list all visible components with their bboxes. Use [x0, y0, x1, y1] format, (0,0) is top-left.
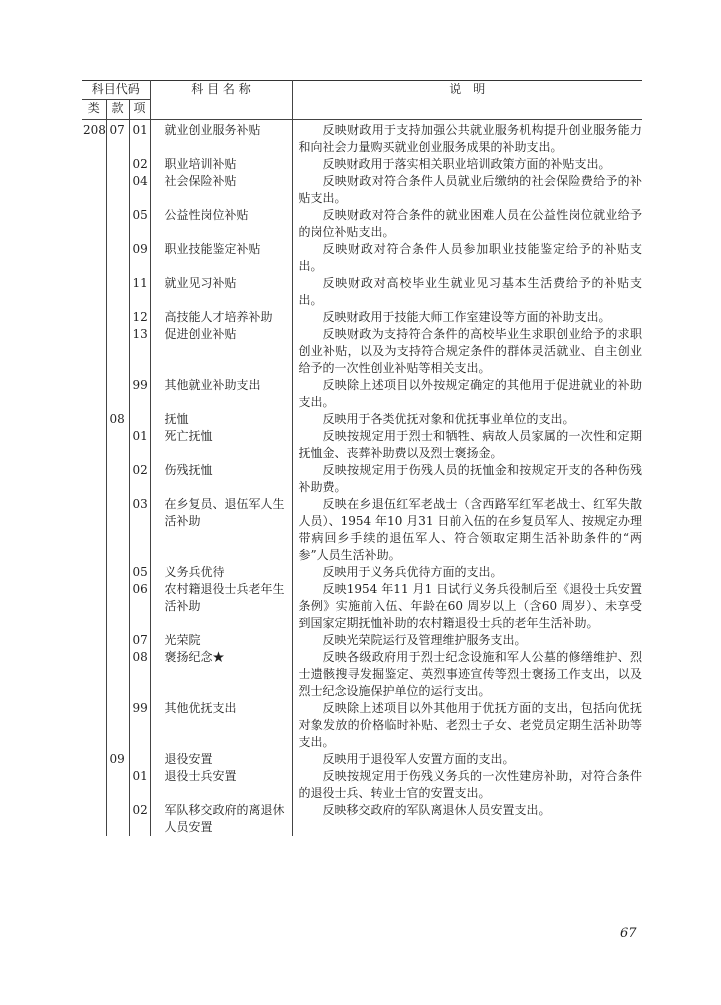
subject-kuan-code [106, 377, 129, 411]
subject-kuan-code [106, 428, 129, 462]
table-row [82, 802, 642, 836]
subject-kuan-code [106, 326, 129, 377]
subject-lei-code [82, 632, 106, 649]
subject-kuan-code: 08 [106, 411, 129, 428]
subject-xiang-code: 07 [129, 632, 150, 649]
subject-name: 死亡抚恤 [150, 428, 292, 462]
subject-kuan-code [106, 581, 129, 632]
table-row [82, 632, 642, 649]
subject-description: 反映用于退役军人安置方面的支出。 [322, 752, 515, 766]
subject-description: 反映除上述项目以外按规定确定的其他用于促进就业的补助支出。 [298, 378, 642, 409]
subject-kuan-code [106, 173, 129, 207]
table-row [82, 649, 642, 700]
subject-description: 反映按规定用于烈士和牺牲、病故人员家属的一次性和定期抚恤金、丧葬补助费以及烈士褒扬金。 [298, 429, 642, 460]
subject-xiang-code: 03 [129, 496, 150, 564]
table-row [82, 377, 642, 411]
subject-description: 反映光荣院运行及管理维护服务支出。 [322, 633, 527, 647]
subject-name: 职业技能鉴定补贴 [150, 241, 292, 275]
table-row [82, 156, 642, 173]
subject-lei-code [82, 156, 106, 173]
subject-xiang-code: 02 [129, 462, 150, 496]
subject-xiang-code: 99 [129, 700, 150, 751]
table-body [82, 120, 642, 837]
table-row [82, 173, 642, 207]
subject-name: 义务兵优待 [150, 564, 292, 581]
subject-name: 就业见习补贴 [150, 275, 292, 309]
subject-description: 反映用于各类优抚对象和优抚事业单位的支出。 [322, 412, 575, 426]
subject-description: 反映各级政府用于烈士纪念设施和军人公墓的修缮维护、烈士遗骸搜寻发掘鉴定、英烈事迹宣传等烈士褒扬工作支出，以及烈士纪念设施保护单位的运行支出。 [298, 650, 642, 698]
subject-name: 退役安置 [150, 751, 292, 768]
subject-xiang-code: 04 [129, 173, 150, 207]
subject-description: 反映在乡退伍红军老战士（含西路军红军老战士、红军失散人员）、1954 年10 月31 日前入伍的在乡复员军人、按规定办理带病回乡手续的退伍军人、符合领取定期生活补助条件的“两参”人员生活补助。 [298, 497, 642, 562]
subject-lei-code [82, 309, 106, 326]
subject-description: 反映用于义务兵优待方面的支出。 [322, 565, 503, 579]
header-subject-name: 科 目 名 称 [150, 81, 292, 120]
subject-kuan-code [106, 564, 129, 581]
subject-name: 其他就业补助支出 [150, 377, 292, 411]
subject-name: 高技能人才培养补助 [150, 309, 292, 326]
subject-name: 褒扬纪念★ [150, 649, 292, 700]
table-row [82, 411, 642, 428]
header-subject-code: 科目代码 [82, 81, 150, 100]
subject-lei-code [82, 428, 106, 462]
subject-name: 职业培训补贴 [150, 156, 292, 173]
subject-xiang-code: 09 [129, 241, 150, 275]
subject-name: 农村籍退役士兵老年生活补助 [150, 581, 292, 632]
table-row [82, 275, 642, 309]
subject-lei-code [82, 275, 106, 309]
subject-description: 反映按规定用于伤残人员的抚恤金和按规定开支的各种伤残补助费。 [298, 463, 642, 494]
table-header [82, 81, 642, 120]
table-row [82, 564, 642, 581]
subject-lei-code [82, 751, 106, 768]
subject-lei-code [82, 496, 106, 564]
subject-description: 反映财政用于落实相关职业培训政策方面的补贴支出。 [322, 157, 611, 171]
subject-lei-code [82, 581, 106, 632]
subject-lei-code [82, 768, 106, 802]
subject-name: 社会保险补贴 [150, 173, 292, 207]
subject-kuan-code [106, 462, 129, 496]
subject-xiang-code: 01 [129, 428, 150, 462]
table-row [82, 326, 642, 377]
subject-lei-code [82, 802, 106, 836]
table-row [82, 768, 642, 802]
subject-lei-code [82, 411, 106, 428]
subject-description: 反映财政为支持符合条件的高校毕业生求职创业给予的求职创业补贴，以及为支持符合规定条件的群体灵活就业、自主创业给予的一次性创业补贴等相关支出。 [298, 327, 642, 375]
subject-kuan-code: 09 [106, 751, 129, 768]
subject-kuan-code [106, 156, 129, 173]
subject-description: 反映财政对符合条件人员参加职业技能鉴定给予的补贴支出。 [298, 242, 642, 273]
subject-name: 伤残抚恤 [150, 462, 292, 496]
table-row [82, 428, 642, 462]
subject-description: 反映按规定用于伤残义务兵的一次性建房补助，对符合条件的退役士兵、转业士官的安置支出。 [298, 769, 642, 800]
subject-name: 抚恤 [150, 411, 292, 428]
subject-lei-code [82, 462, 106, 496]
subject-lei-code: 208 [82, 120, 106, 157]
subject-kuan-code [106, 275, 129, 309]
subject-xiang-code: 13 [129, 326, 150, 377]
subject-name: 军队移交政府的离退休人员安置 [150, 802, 292, 836]
subject-xiang-code: 05 [129, 564, 150, 581]
subject-xiang-code: 06 [129, 581, 150, 632]
subject-lei-code [82, 173, 106, 207]
subject-lei-code [82, 649, 106, 700]
subject-xiang-code: 02 [129, 802, 150, 836]
subject-kuan-code [106, 207, 129, 241]
subject-xiang-code: 11 [129, 275, 150, 309]
subject-lei-code [82, 377, 106, 411]
subject-name: 就业创业服务补贴 [150, 120, 292, 157]
subject-description: 反映移交政府的军队离退休人员安置支出。 [322, 803, 551, 817]
subject-xiang-code: 99 [129, 377, 150, 411]
subject-lei-code [82, 326, 106, 377]
table-row [82, 241, 642, 275]
subject-xiang-code: 05 [129, 207, 150, 241]
subject-name: 在乡复员、退伍军人生活补助 [150, 496, 292, 564]
subject-description: 反映除上述项目以外其他用于优抚方面的支出，包括向优抚对象发放的价格临时补贴、老烈士子女、老党员定期生活补助等支出。 [298, 701, 642, 749]
table-row [82, 751, 642, 768]
header-kuan: 款 [106, 100, 129, 120]
subject-lei-code [82, 564, 106, 581]
subject-kuan-code [106, 241, 129, 275]
subject-xiang-code [129, 751, 150, 768]
header-lei: 类 [82, 100, 106, 120]
budget-subject-table [82, 80, 642, 836]
subject-kuan-code [106, 496, 129, 564]
subject-kuan-code [106, 649, 129, 700]
subject-kuan-code: 07 [106, 120, 129, 157]
header-xiang: 项 [129, 100, 150, 120]
subject-kuan-code [106, 768, 129, 802]
page-number: 67 [620, 926, 637, 941]
table-row [82, 700, 642, 751]
subject-xiang-code: 02 [129, 156, 150, 173]
subject-kuan-code [106, 309, 129, 326]
subject-name: 退役士兵安置 [150, 768, 292, 802]
subject-xiang-code [129, 411, 150, 428]
subject-description: 反映财政对符合条件人员就业后缴纳的社会保险费给予的补贴支出。 [298, 174, 642, 205]
subject-lei-code [82, 207, 106, 241]
subject-name: 促进创业补贴 [150, 326, 292, 377]
table-row [82, 120, 642, 157]
subject-description: 反映财政用于技能大师工作室建设等方面的补助支出。 [322, 310, 611, 324]
subject-kuan-code [106, 700, 129, 751]
subject-lei-code [82, 241, 106, 275]
subject-description: 反映财政对符合条件的就业困难人员在公益性岗位就业给予的岗位补贴支出。 [298, 208, 642, 239]
subject-kuan-code [106, 632, 129, 649]
table-row [82, 462, 642, 496]
subject-lei-code [82, 700, 106, 751]
subject-xiang-code: 12 [129, 309, 150, 326]
subject-xiang-code: 08 [129, 649, 150, 700]
subject-name: 其他优抚支出 [150, 700, 292, 751]
subject-description: 反映财政对高校毕业生就业见习基本生活费给予的补贴支出。 [298, 276, 642, 307]
subject-name: 光荣院 [150, 632, 292, 649]
table-row [82, 309, 642, 326]
table-row [82, 581, 642, 632]
header-description: 说 明 [449, 82, 486, 96]
subject-description: 反映财政用于支持加强公共就业服务机构提升创业服务能力和向社会力量购买就业创业服务成果的补助支出。 [298, 123, 642, 154]
subject-name: 公益性岗位补贴 [150, 207, 292, 241]
table-row [82, 496, 642, 564]
subject-xiang-code: 01 [129, 768, 150, 802]
subject-xiang-code: 01 [129, 120, 150, 157]
table-row [82, 207, 642, 241]
subject-description: 反映1954 年11 月1 日试行义务兵役制后至《退役士兵安置条例》实施前入伍、年龄在60 周岁以上（含60 周岁）、未享受到国家定期抚恤补助的农村籍退役士兵的老年生活补助。 [298, 582, 642, 630]
subject-kuan-code [106, 802, 129, 836]
